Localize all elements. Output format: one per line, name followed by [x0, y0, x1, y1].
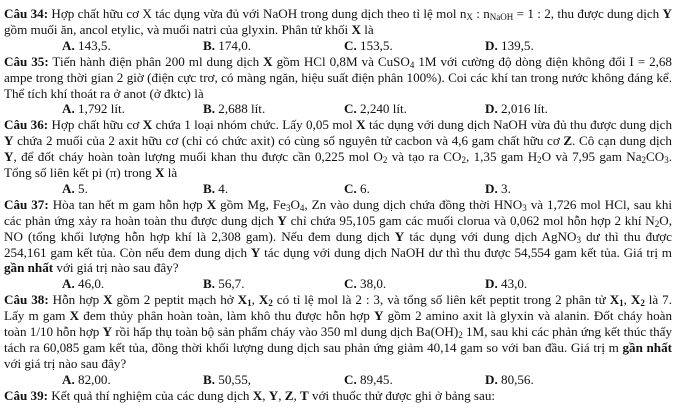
option-d[interactable]: D. 80,56.	[485, 371, 534, 387]
option-a[interactable]: A. 5.	[62, 180, 88, 196]
option-d[interactable]: D. 139,5.	[485, 37, 534, 53]
question-stem	[4, 197, 672, 277]
option-c[interactable]: C. 38,0.	[344, 276, 387, 292]
answer-options	[4, 181, 672, 197]
option-d[interactable]: D. 3.	[485, 180, 511, 196]
option-c[interactable]: C. 153,5.	[344, 37, 393, 53]
question-number: Câu 35:	[4, 53, 49, 69]
option-d[interactable]: D. 43,0.	[485, 276, 528, 292]
question-number: Câu 38:	[4, 292, 49, 308]
question-36	[4, 117, 672, 197]
answer-options	[4, 372, 672, 388]
question-number: Câu 37:	[4, 196, 49, 212]
question-number: Câu 39:	[4, 387, 49, 403]
option-b[interactable]: B. 2,688 lít.	[203, 101, 266, 117]
question-stem	[4, 117, 672, 181]
question-text: Tiến hành điện phân 200 ml dung dịch X gồm HCl 0,8M và CuSO$_4$ 1M với cường độ dòng điện không đổi I = 2,68 ampe trong thời gian 2 giờ (điện cực trơ, có màng ngăn, hiệu suất điện phân 100%). Coi các khí tan trong nước không đáng kể. Thể tích khí thoát ra ở anot (ở đktc) là	[4, 53, 672, 101]
option-a[interactable]: A. 82,00.	[62, 371, 111, 387]
option-c[interactable]: C. 89,45.	[344, 371, 393, 387]
question-number: Câu 34:	[4, 6, 49, 21]
option-a[interactable]: A. 1,792 lít.	[62, 101, 125, 117]
question-39	[4, 388, 672, 404]
option-b[interactable]: B. 56,7.	[203, 276, 245, 292]
option-d[interactable]: D. 2,016 lít.	[485, 101, 548, 117]
question-stem	[4, 388, 672, 404]
question-text: Hợp chất hữu cơ X tác dụng vừa đủ với NaOH trong dung dịch theo tỉ lệ mol $n_X$ : $n_{NaOH} = 1$ : 2, thu được dung dịch Y gồm muối ăn, ancol etylic, và muối natri của glyxin. Phân tử khối X là	[4, 6, 672, 37]
option-a[interactable]: A. 143,5.	[62, 37, 111, 53]
answer-options	[4, 276, 672, 292]
option-b[interactable]: B. 4.	[203, 180, 229, 196]
option-b[interactable]: B. 174,0.	[203, 37, 252, 53]
question-38	[4, 292, 672, 387]
question-text: Hợp chất hữu cơ X chứa 1 loại nhóm chức. Lấy 0,05 mol X tác dụng với dung dịch NaOH vừa đủ thu được dung dịch Y chứa 2 muối của 2 axit hữu cơ (chỉ có chức axit) có cùng số nguyên tử cacbon và 4,6 gam chất hữu cơ Z. Cô cạn dung dịch Y, để đốt cháy hoàn toàn lượng muối khan thu được cần 0,225 mol $O_2$ và tạo ra $CO_2$, 1,35 gam $H_2O$ và 7,95 gam $Na_2CO_3$. Tổng số liên kết pi (π) trong X là	[4, 117, 673, 181]
question-37	[4, 197, 672, 292]
question-34	[4, 6, 672, 54]
question-stem	[4, 6, 672, 38]
answer-options	[4, 101, 672, 117]
question-text: Hòa tan hết m gam hỗn hợp X gồm Mg, $Fe_3O_4$, Zn vào dung dịch chứa đồng thời $HNO_3$ và 1,726 mol HCl, sau khi các phản ứng xảy ra hoàn toàn thu được dung dịch Y chỉ chứa 95,105 gam các muối clorua và 0,062 mol hỗn hợp 2 khí $N_2O$, NO (tổng khối lượng hỗn hợp khí là 2,308 gam). Nếu đem dung dịch Y tác dụng với dung dịch AgNO$_3$ dư thì thu được 254,161 gam kết tủa. Còn nếu đem dung dịch Y tác dụng với dung dịch NaOH dư thì thu được 54,554 gam kết tủa. Giá trị m gần nhất với giá trị nào sau đây?	[4, 196, 673, 276]
question-stem	[4, 54, 672, 102]
question-text: Hỗn hợp X gồm 2 peptit mạch hở $X_1$, $X_2$ có tỉ lệ mol là 2 : 3, và tổng số liên kết peptit trong 2 phân tử $X_1$, $X_2$ là 7. Lấy m gam X đem thủy phân hoàn toàn, làm khô thu được hỗn hợp Y gồm 2 amino axit là glyxin và alanin. Đốt cháy hoàn toàn 1/10 hỗn hợp Y rồi hấp thụ toàn bộ sản phẩm cháy vào 350 ml dung dịch $Ba(OH)_2$ 1M, sau khi các phản ứng kết thúc thấy tách ra 60,085 gam kết tủa, đồng thời khối lượng dung dịch sau phản ứng giảm 40,14 gam so với ban đầu. Giá trị m gần nhất với giá trị nào sau đây?	[4, 292, 673, 371]
question-stem	[4, 292, 672, 372]
question-text: Kết quả thí nghiệm của các dung dịch X, Y, Z, T với thuốc thử được ghi ở bảng sau:	[51, 387, 496, 403]
option-c[interactable]: C. 2,240 lít.	[344, 101, 407, 117]
option-a[interactable]: A. 46,0.	[62, 276, 105, 292]
question-35	[4, 54, 672, 118]
option-b[interactable]: B. 50,55,	[203, 371, 252, 387]
option-c[interactable]: C. 6.	[344, 180, 370, 196]
answer-options	[4, 38, 672, 54]
question-number: Câu 36:	[4, 117, 49, 133]
